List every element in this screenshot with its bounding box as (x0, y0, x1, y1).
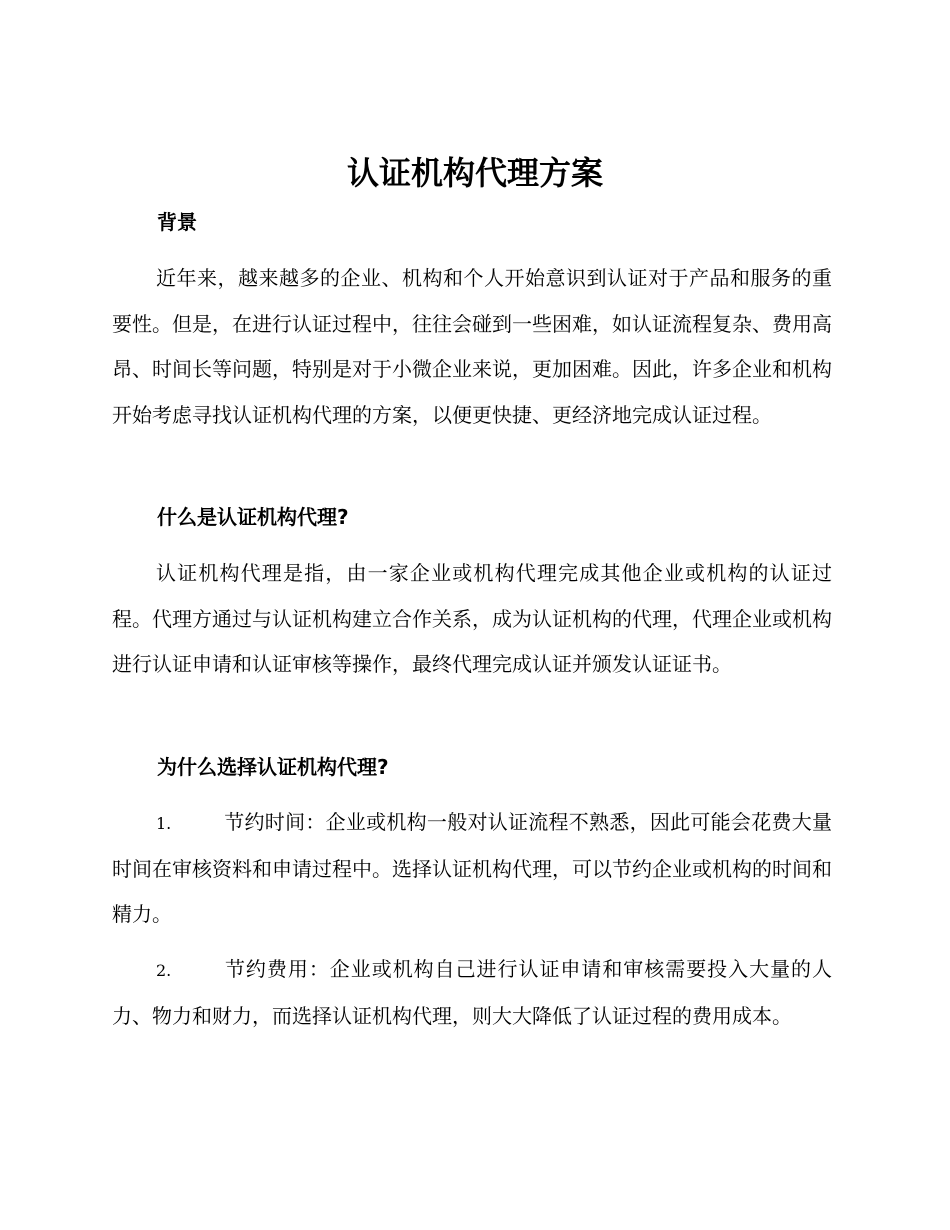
list-item-text: 节约时间：企业或机构一般对认证流程不熟悉，因此可能会花费大量时间在审核资料和申请过程中。选择认证机构代理，可以节约企业或机构的时间和精力。 (112, 810, 832, 926)
list-item-number: 2. (156, 961, 172, 980)
section-heading-background: 背景 (157, 210, 197, 234)
document-title: 认证机构代理方案 (346, 154, 603, 192)
list-item-text: 节约费用：企业或机构自己进行认证申请和审核需要投入大量的人力、物力和财力，而选择认证机构代理，则大大降低了认证过程的费用成本。 (112, 957, 832, 1028)
section-heading-why-choose: 为什么选择认证机构代理? (157, 755, 389, 779)
list-item (112, 947, 832, 1039)
section-paragraph-background: 近年来，越来越多的企业、机构和个人开始意识到认证对于产品和服务的重要性。但是，在进行认证过程中，往往会碰到一些困难，如认证流程复杂、费用高昂、时间长等问题，特别是对于小微企业来说，更加困难。因此，许多企业和机构开始考虑寻找认证机构代理的方案，以便更快捷、更经济地完成认证过程。 (112, 266, 832, 427)
section-paragraph-what-is: 认证机构代理是指，由一家企业或机构代理完成其他企业或机构的认证过程。代理方通过与认证机构建立合作关系，成为认证机构的代理，代理企业或机构进行认证申请和认证审核等操作，最终代理完成认证并颁发认证证书。 (112, 561, 832, 676)
list-item-number: 1. (156, 814, 172, 833)
list-item (112, 800, 832, 938)
section-heading-what-is: 什么是认证机构代理? (157, 505, 349, 529)
